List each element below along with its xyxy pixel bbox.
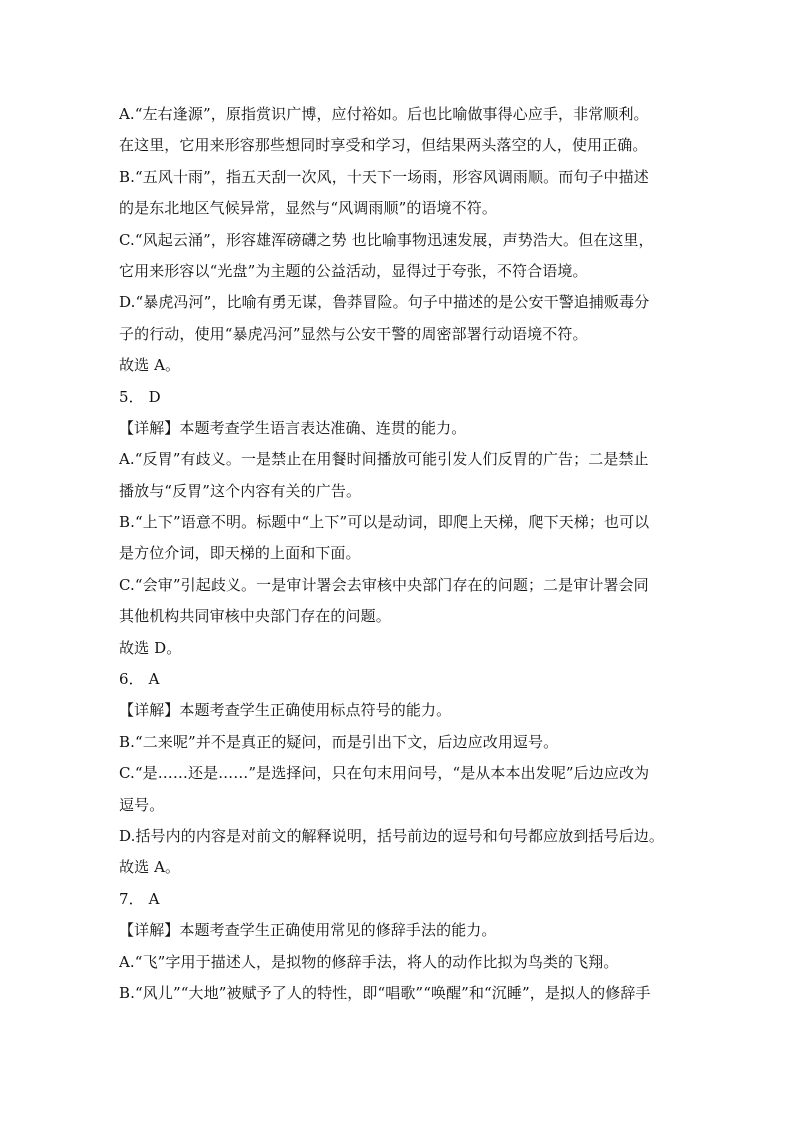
conclusion-line: 故选 A。 xyxy=(119,858,181,877)
text-line: A.“飞”字用于描述人，是拟物的修辞手法，将人的动作比拟为鸟类的飞翔。 xyxy=(119,952,619,971)
text-line: C.“会审”引起歧义。一是审计署会去审核中央部门存在的问题；二是审计署会同 xyxy=(119,575,649,594)
explanation-heading: 【详解】本题考查学生语言表达准确、连贯的能力。 xyxy=(119,418,467,437)
explanation-heading: 【详解】本题考查学生正确使用标点符号的能力。 xyxy=(119,701,452,720)
text-line: B.“五风十雨”，指五天刮一次风，十天下一场雨，形容风调雨顺。而句子中描述 xyxy=(119,167,649,186)
text-line: 它用来形容以“光盘”为主题的公益活动，显得过于夸张，不符合语境。 xyxy=(119,261,588,280)
question-number-answer: 5． D xyxy=(119,387,161,406)
text-line: 子的行动，使用“暴虎冯河”显然与公安干警的周密部署行动语境不符。 xyxy=(119,324,588,343)
question-number-answer: 7． A xyxy=(119,889,160,908)
text-line: 是方位介词，即天梯的上面和下面。 xyxy=(119,544,361,563)
text-line: D.“暴虎冯河”，比喻有勇无谋，鲁莽冒险。句子中描述的是公安干警追捕贩毒分 xyxy=(119,293,650,312)
text-line: 播放与“反胃”这个内容有关的广告。 xyxy=(119,481,362,500)
text-line: A.“左右逢源”，原指赏识广博，应付裕如。后也比喻做事得心应手，非常顺利。 xyxy=(119,105,649,123)
text-line: 逗号。 xyxy=(119,795,165,814)
text-line: C.“是……还是……”是选择问，只在句末用问号，“是从本本出发呢”后边应改为 xyxy=(119,764,650,783)
question-number-answer: 6． A xyxy=(119,670,160,689)
answer-explanation-body xyxy=(119,103,679,1013)
explanation-heading: 【详解】本题考查学生正确使用常见的修辞手法的能力。 xyxy=(119,921,497,940)
text-line: B.“二来呢”并不是真正的疑问，而是引出下文，后边应改用逗号。 xyxy=(119,732,559,751)
text-line: 其他机构共同审核中央部门存在的问题。 xyxy=(119,607,391,626)
text-line: D.括号内的内容是对前文的解释说明，括号前边的逗号和句号都应放到括号后边。 xyxy=(119,826,664,845)
conclusion-line: 故选 A。 xyxy=(119,356,181,375)
text-line: B.“上下”语意不明。标题中“上下”可以是动词，即爬上天梯，爬下天梯；也可以 xyxy=(119,513,650,532)
conclusion-line: 故选 D。 xyxy=(119,638,182,657)
text-line: 的是东北地区气候异常，显然与“风调雨顺”的语境不符。 xyxy=(119,199,497,218)
text-line: 在这里，它用来形容那些想同时享受和学习，但结果两头落空的人，使用正确。 xyxy=(119,136,648,155)
text-line: B.“风儿”“大地”被赋予了人的特性，即“唱歌”“唤醒”和“沉睡”，是拟人的修辞手 xyxy=(119,983,651,1002)
text-line: C.“风起云涌”，形容雄浑磅礴之势 也比喻事物迅速发展，声势浩大。但在这里， xyxy=(119,230,654,249)
text-line: A.“反胃”有歧义。一是禁止在用餐时间播放可能引发人们反胃的广告；二是禁止 xyxy=(119,450,649,469)
